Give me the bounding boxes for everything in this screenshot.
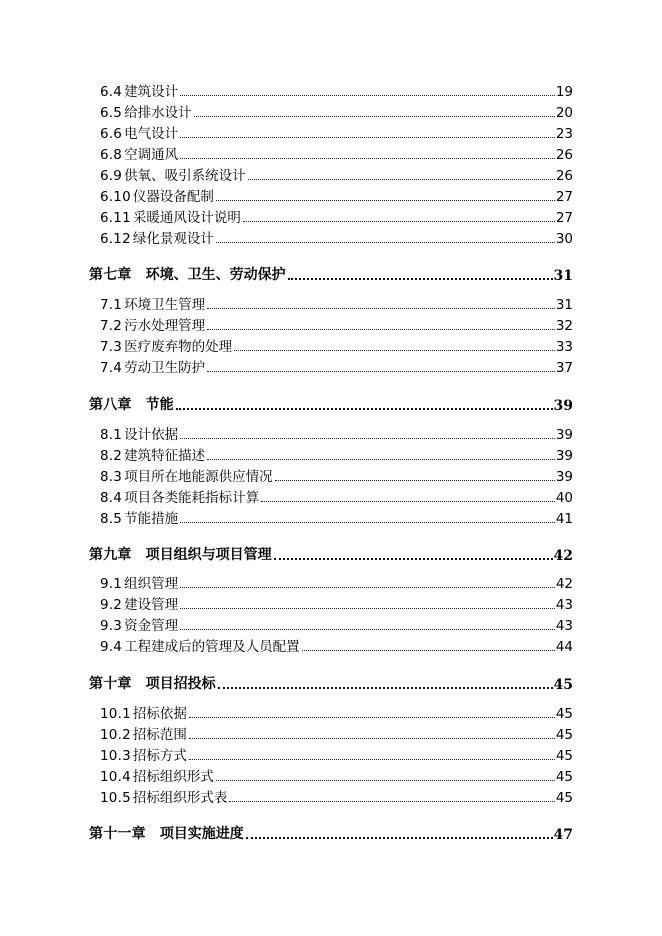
- toc-entry-title: 空调通风: [124, 147, 179, 163]
- toc-section-entry[interactable]: [100, 335, 573, 355]
- toc-entry-title: 项目各类能耗指标计算: [124, 490, 260, 506]
- toc-entry-title: 环境卫生管理: [124, 297, 206, 313]
- toc-entry-number: 6.9: [100, 168, 123, 184]
- toc-section-entry[interactable]: [100, 143, 573, 163]
- toc-entry-number: 8.1: [100, 427, 123, 443]
- toc-entry-title: 建筑设计: [124, 84, 179, 100]
- toc-section-entry[interactable]: [100, 185, 573, 205]
- toc-entry-number: 10.5: [100, 790, 131, 806]
- toc-entry-page-number: 45: [555, 790, 573, 806]
- toc-entry-page-number: 39: [555, 469, 573, 485]
- toc-entry-number: 第十章: [89, 676, 132, 692]
- toc-entry-title: 项目所在地能源供应情况: [124, 469, 273, 485]
- toc-entry-title: 招标方式: [132, 748, 187, 764]
- dot-leader: [216, 780, 555, 781]
- toc-chapter-entry[interactable]: [89, 264, 573, 284]
- toc-entry-title: 绿化景观设计: [132, 231, 214, 247]
- toc-entry-page-number: 26: [555, 168, 573, 184]
- toc-entry-title: 招标依据: [132, 706, 187, 722]
- dot-leader: [180, 137, 555, 138]
- toc-entry-number: 9.3: [100, 618, 123, 634]
- toc-entry-title: 项目组织与项目管理: [145, 547, 272, 563]
- toc-section-entry[interactable]: [100, 227, 573, 247]
- toc-entry-number: 8.4: [100, 490, 123, 506]
- toc-entry-number: 10.3: [100, 748, 131, 764]
- toc-chapter-entry[interactable]: [89, 823, 573, 843]
- toc-section-entry[interactable]: [100, 314, 573, 334]
- toc-chapter-entry[interactable]: [89, 394, 573, 414]
- dot-leader: [234, 350, 555, 351]
- toc-chapter-entry[interactable]: [89, 673, 573, 693]
- toc-entry-number: 6.4: [100, 84, 123, 100]
- dot-leader: [302, 650, 555, 651]
- dot-leader: [216, 242, 555, 243]
- toc-entry-page-number: 40: [555, 490, 573, 506]
- dot-leader: [275, 480, 555, 481]
- dot-leader: [216, 200, 555, 201]
- toc-entry-title: 医疗废弃物的处理: [124, 339, 233, 355]
- toc-entry-title: 资金管理: [124, 618, 179, 634]
- toc-section-entry[interactable]: [100, 423, 573, 443]
- toc-section-entry[interactable]: [100, 786, 573, 806]
- dot-leader: [218, 687, 553, 689]
- toc-entry-page-number: 42: [555, 576, 573, 592]
- toc-section-entry[interactable]: [100, 164, 573, 184]
- toc-entry-page-number: 39: [555, 448, 573, 464]
- toc-section-entry[interactable]: [100, 593, 573, 613]
- toc-entry-page-number: 30: [555, 231, 573, 247]
- dot-leader: [180, 522, 555, 523]
- toc-entry-number: 9.2: [100, 597, 123, 613]
- toc-entry-number: 9.1: [100, 576, 123, 592]
- toc-entry-title: 招标组织形式表: [132, 790, 228, 806]
- dot-leader: [248, 179, 555, 180]
- toc-section-entry[interactable]: [100, 444, 573, 464]
- toc-entry-page-number: 20: [555, 105, 573, 121]
- toc-entry-title: 建设管理: [124, 597, 179, 613]
- toc-entry-title: 供氧、吸引系统设计: [124, 168, 246, 184]
- toc-entry-title: 招标组织形式: [132, 769, 214, 785]
- toc-entry-page-number: 39: [555, 427, 573, 443]
- toc-entry-title: 组织管理: [124, 576, 179, 592]
- toc-section-entry[interactable]: [100, 635, 573, 655]
- dot-leader: [261, 501, 555, 502]
- toc-entry-page-number: 32: [555, 318, 573, 334]
- toc-entry-title: 建筑特征描述: [124, 448, 206, 464]
- toc-entry-title: 项目招投标: [145, 676, 216, 692]
- toc-entry-page-number: 44: [555, 639, 573, 655]
- toc-entry-title: 污水处理管理: [124, 318, 206, 334]
- dot-leader: [229, 801, 554, 802]
- dot-leader: [180, 158, 555, 159]
- toc-section-entry[interactable]: [100, 206, 573, 226]
- dot-leader: [207, 308, 555, 309]
- dot-leader: [207, 329, 555, 330]
- dot-leader: [180, 629, 555, 630]
- toc-entry-title: 设计依据: [124, 427, 179, 443]
- dot-leader: [180, 438, 555, 439]
- toc-entry-number: 7.4: [100, 360, 123, 376]
- toc-entry-number: 第七章: [89, 267, 132, 283]
- toc-entry-number: 6.6: [100, 126, 123, 142]
- toc-section-entry[interactable]: [100, 765, 573, 785]
- toc-entry-title: 给排水设计: [124, 105, 192, 121]
- toc-entry-page-number: 45: [555, 706, 573, 722]
- toc-entry-number: 6.5: [100, 105, 123, 121]
- toc-entry-title: 环境、卫生、劳动保护: [145, 267, 286, 283]
- toc-entry-number: 6.12: [100, 231, 131, 247]
- toc-section-entry[interactable]: [100, 702, 573, 722]
- dot-leader: [180, 587, 555, 588]
- toc-entry-title: 电气设计: [124, 126, 179, 142]
- toc-entry-page-number: 42: [553, 548, 573, 564]
- toc-entry-number: 7.1: [100, 297, 123, 313]
- toc-section-entry[interactable]: [100, 486, 573, 506]
- toc-entry-page-number: 43: [555, 597, 573, 613]
- toc-entry-page-number: 27: [555, 210, 573, 226]
- toc-entry-number: 6.11: [100, 210, 131, 226]
- dot-leader: [194, 116, 555, 117]
- dot-leader: [243, 221, 555, 222]
- toc-entry-number: 6.8: [100, 147, 123, 163]
- toc-entry-page-number: 26: [555, 147, 573, 163]
- toc-section-entry[interactable]: [100, 572, 573, 592]
- toc-chapter-entry[interactable]: [89, 544, 573, 564]
- toc-entry-number: 9.4: [100, 639, 123, 655]
- toc-entry-page-number: 23: [555, 126, 573, 142]
- toc-entry-number: 8.2: [100, 448, 123, 464]
- toc-entry-page-number: 43: [555, 618, 573, 634]
- toc-entry-title: 工程建成后的管理及人员配置: [124, 639, 300, 655]
- toc-entry-page-number: 31: [553, 268, 573, 284]
- toc-entry-number: 第八章: [89, 397, 132, 413]
- toc-entry-page-number: 37: [555, 360, 573, 376]
- dot-leader: [189, 759, 555, 760]
- toc-entry-page-number: 45: [555, 727, 573, 743]
- toc-entry-page-number: 41: [555, 511, 573, 527]
- dot-leader: [274, 558, 553, 560]
- toc-entry-number: 7.2: [100, 318, 123, 334]
- toc-section-entry[interactable]: [100, 122, 573, 142]
- toc-section-entry[interactable]: [100, 80, 573, 100]
- toc-entry-number: 第九章: [89, 547, 132, 563]
- toc-entry-number: 7.3: [100, 339, 123, 355]
- toc-section-entry[interactable]: [100, 356, 573, 376]
- toc-entry-page-number: 33: [555, 339, 573, 355]
- toc-section-entry[interactable]: [100, 465, 573, 485]
- toc-entry-page-number: 31: [555, 297, 573, 313]
- toc-entry-page-number: 39: [553, 398, 573, 414]
- toc-entry-page-number: 45: [553, 677, 573, 693]
- toc-section-entry[interactable]: [100, 723, 573, 743]
- toc-entry-page-number: 45: [555, 748, 573, 764]
- toc-entry-title: 项目实施进度: [159, 826, 244, 842]
- toc-entry-number: 10.4: [100, 769, 131, 785]
- toc-entry-title: 仪器设备配制: [132, 189, 214, 205]
- toc-entry-number: 10.2: [100, 727, 131, 743]
- dot-leader: [189, 717, 555, 718]
- toc-entry-number: 8.3: [100, 469, 123, 485]
- toc-entry-number: 8.5: [100, 511, 123, 527]
- toc-entry-title: 采暖通风设计说明: [132, 210, 241, 226]
- dot-leader: [180, 95, 555, 96]
- toc-entry-number: 6.10: [100, 189, 131, 205]
- toc-section-entry[interactable]: [100, 507, 573, 527]
- toc-entry-title: 招标范围: [132, 727, 187, 743]
- dot-leader: [246, 837, 553, 839]
- toc-section-entry[interactable]: [100, 293, 573, 313]
- toc-entry-number: 10.1: [100, 706, 131, 722]
- toc-entry-page-number: 19: [555, 84, 573, 100]
- dot-leader: [189, 738, 555, 739]
- toc-section-entry[interactable]: [100, 614, 573, 634]
- dot-leader: [176, 408, 553, 410]
- toc-section-entry[interactable]: [100, 744, 573, 764]
- dot-leader: [207, 459, 555, 460]
- toc-entry-title: 劳动卫生防护: [124, 360, 206, 376]
- dot-leader: [288, 278, 553, 280]
- toc-entry-page-number: 45: [555, 769, 573, 785]
- toc-entry-title: 节能措施: [124, 511, 179, 527]
- toc-section-entry[interactable]: [100, 101, 573, 121]
- toc-entry-page-number: 27: [555, 189, 573, 205]
- toc-entry-page-number: 47: [553, 827, 573, 843]
- dot-leader: [180, 608, 555, 609]
- dot-leader: [207, 371, 555, 372]
- toc-entry-number: 第十一章: [89, 826, 146, 842]
- toc-entry-title: 节能: [145, 397, 174, 413]
